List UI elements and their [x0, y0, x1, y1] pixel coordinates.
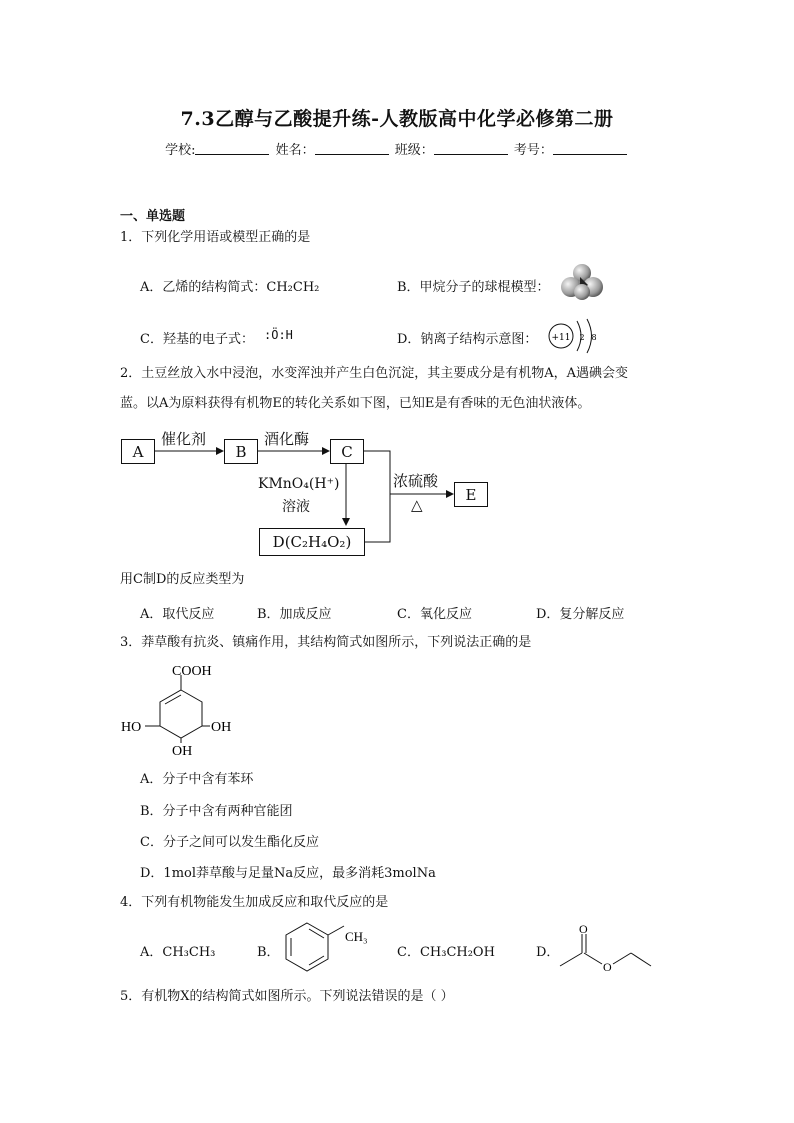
- box-c: C: [330, 439, 364, 464]
- q2-option-a: A．取代反应: [140, 607, 215, 622]
- shell-2-electrons: 8: [591, 333, 597, 342]
- name-label: 姓名：: [275, 143, 315, 158]
- q5-stem: 5．有机物X的结构简式如图所示。下列说法错误的是（ ）: [120, 989, 454, 1004]
- q4-stem: 4．下列有机物能发生加成反应和取代反应的是: [120, 895, 389, 910]
- shikimic-acid-structure: [115, 655, 245, 760]
- arrow-label-zymase: 酒化酶: [264, 430, 310, 448]
- q2-question: 用C制D的反应类型为: [120, 572, 245, 587]
- q2-option-b: B．加成反应: [257, 607, 332, 622]
- q1-option-b: B．甲烷分子的球棍模型：: [397, 280, 550, 295]
- school-label: 学校:: [165, 143, 196, 158]
- q4-option-b: B．: [257, 945, 280, 960]
- q1-option-a: A．乙烯的结构简式：CH₂CH₂: [140, 280, 320, 295]
- q4-option-d: D．: [536, 945, 560, 960]
- ethyl-acetate-structure: [555, 922, 655, 974]
- section-heading: 一、单选题: [120, 209, 186, 224]
- q3-option-d: D．1mol莽草酸与足量Na反应，最多消耗3molNa: [140, 866, 436, 881]
- page-title: 7.3乙醇与乙酸提升练-人教版高中化学必修第二册: [180, 108, 614, 130]
- box-b: B: [224, 439, 258, 464]
- toluene-structure: [278, 918, 378, 978]
- q2-option-c: C．氧化反应: [397, 607, 472, 622]
- ester-o-label: O: [603, 960, 612, 974]
- oh-right-label: OH: [211, 720, 232, 735]
- arrow-label-kmno4: KMnO₄(H⁺): [258, 476, 340, 492]
- q3-stem: 3．莽草酸有抗炎、镇痛作用，其结构简式如图所示，下列说法正确的是: [120, 635, 532, 650]
- box-a: A: [121, 439, 155, 464]
- q3-option-b: B．分子中含有两种官能团: [140, 804, 293, 819]
- cooh-label: COOH: [172, 664, 212, 679]
- ch3-label: CH₃: [345, 929, 368, 944]
- q1-stem: 1．下列化学用语或模型正确的是: [120, 230, 311, 245]
- hydroxyl-electron-formula: :Ö:H: [264, 328, 293, 342]
- arrow-label-heat: △: [411, 496, 423, 514]
- box-d: D(C₂H₄O₂): [259, 528, 365, 556]
- box-e: E: [454, 482, 488, 507]
- q3-option-a: A．分子中含有苯环: [140, 772, 254, 787]
- q1-option-c: C．羟基的电子式：: [140, 332, 254, 347]
- q2-option-d: D．复分解反应: [536, 607, 625, 622]
- q3-option-c: C．分子之间可以发生酯化反应: [140, 835, 319, 850]
- q1-option-d: D．钠离子结构示意图：: [397, 332, 538, 347]
- nucleus-charge: +11: [551, 333, 571, 343]
- arrow-label-solution: 溶液: [282, 499, 310, 515]
- arrow-label-conc-sulfuric-acid: 浓硫酸: [393, 472, 439, 490]
- arrow-label-catalyst: 催化剂: [161, 430, 207, 448]
- ho-left-label: HO: [121, 720, 142, 735]
- oh-bottom-label: OH: [172, 744, 193, 759]
- q4-option-a: A．CH₃CH₃: [140, 945, 216, 960]
- q2-stem-line1: 2．土豆丝放入水中浸泡，水变浑浊并产生白色沉淀，其主要成分是有机物A，A遇碘会变: [120, 366, 629, 381]
- carbonyl-o-label: O: [579, 922, 588, 936]
- q2-stem-line2: 蓝。以A为原料获得有机物E的转化关系如下图，已知E是有香味的无色油状液体。: [120, 396, 591, 411]
- q4-option-c: C．CH₃CH₂OH: [397, 945, 495, 960]
- shell-1-electrons: 2: [579, 333, 585, 342]
- class-label: 班级：: [394, 143, 434, 158]
- number-label: 考号：: [513, 143, 553, 158]
